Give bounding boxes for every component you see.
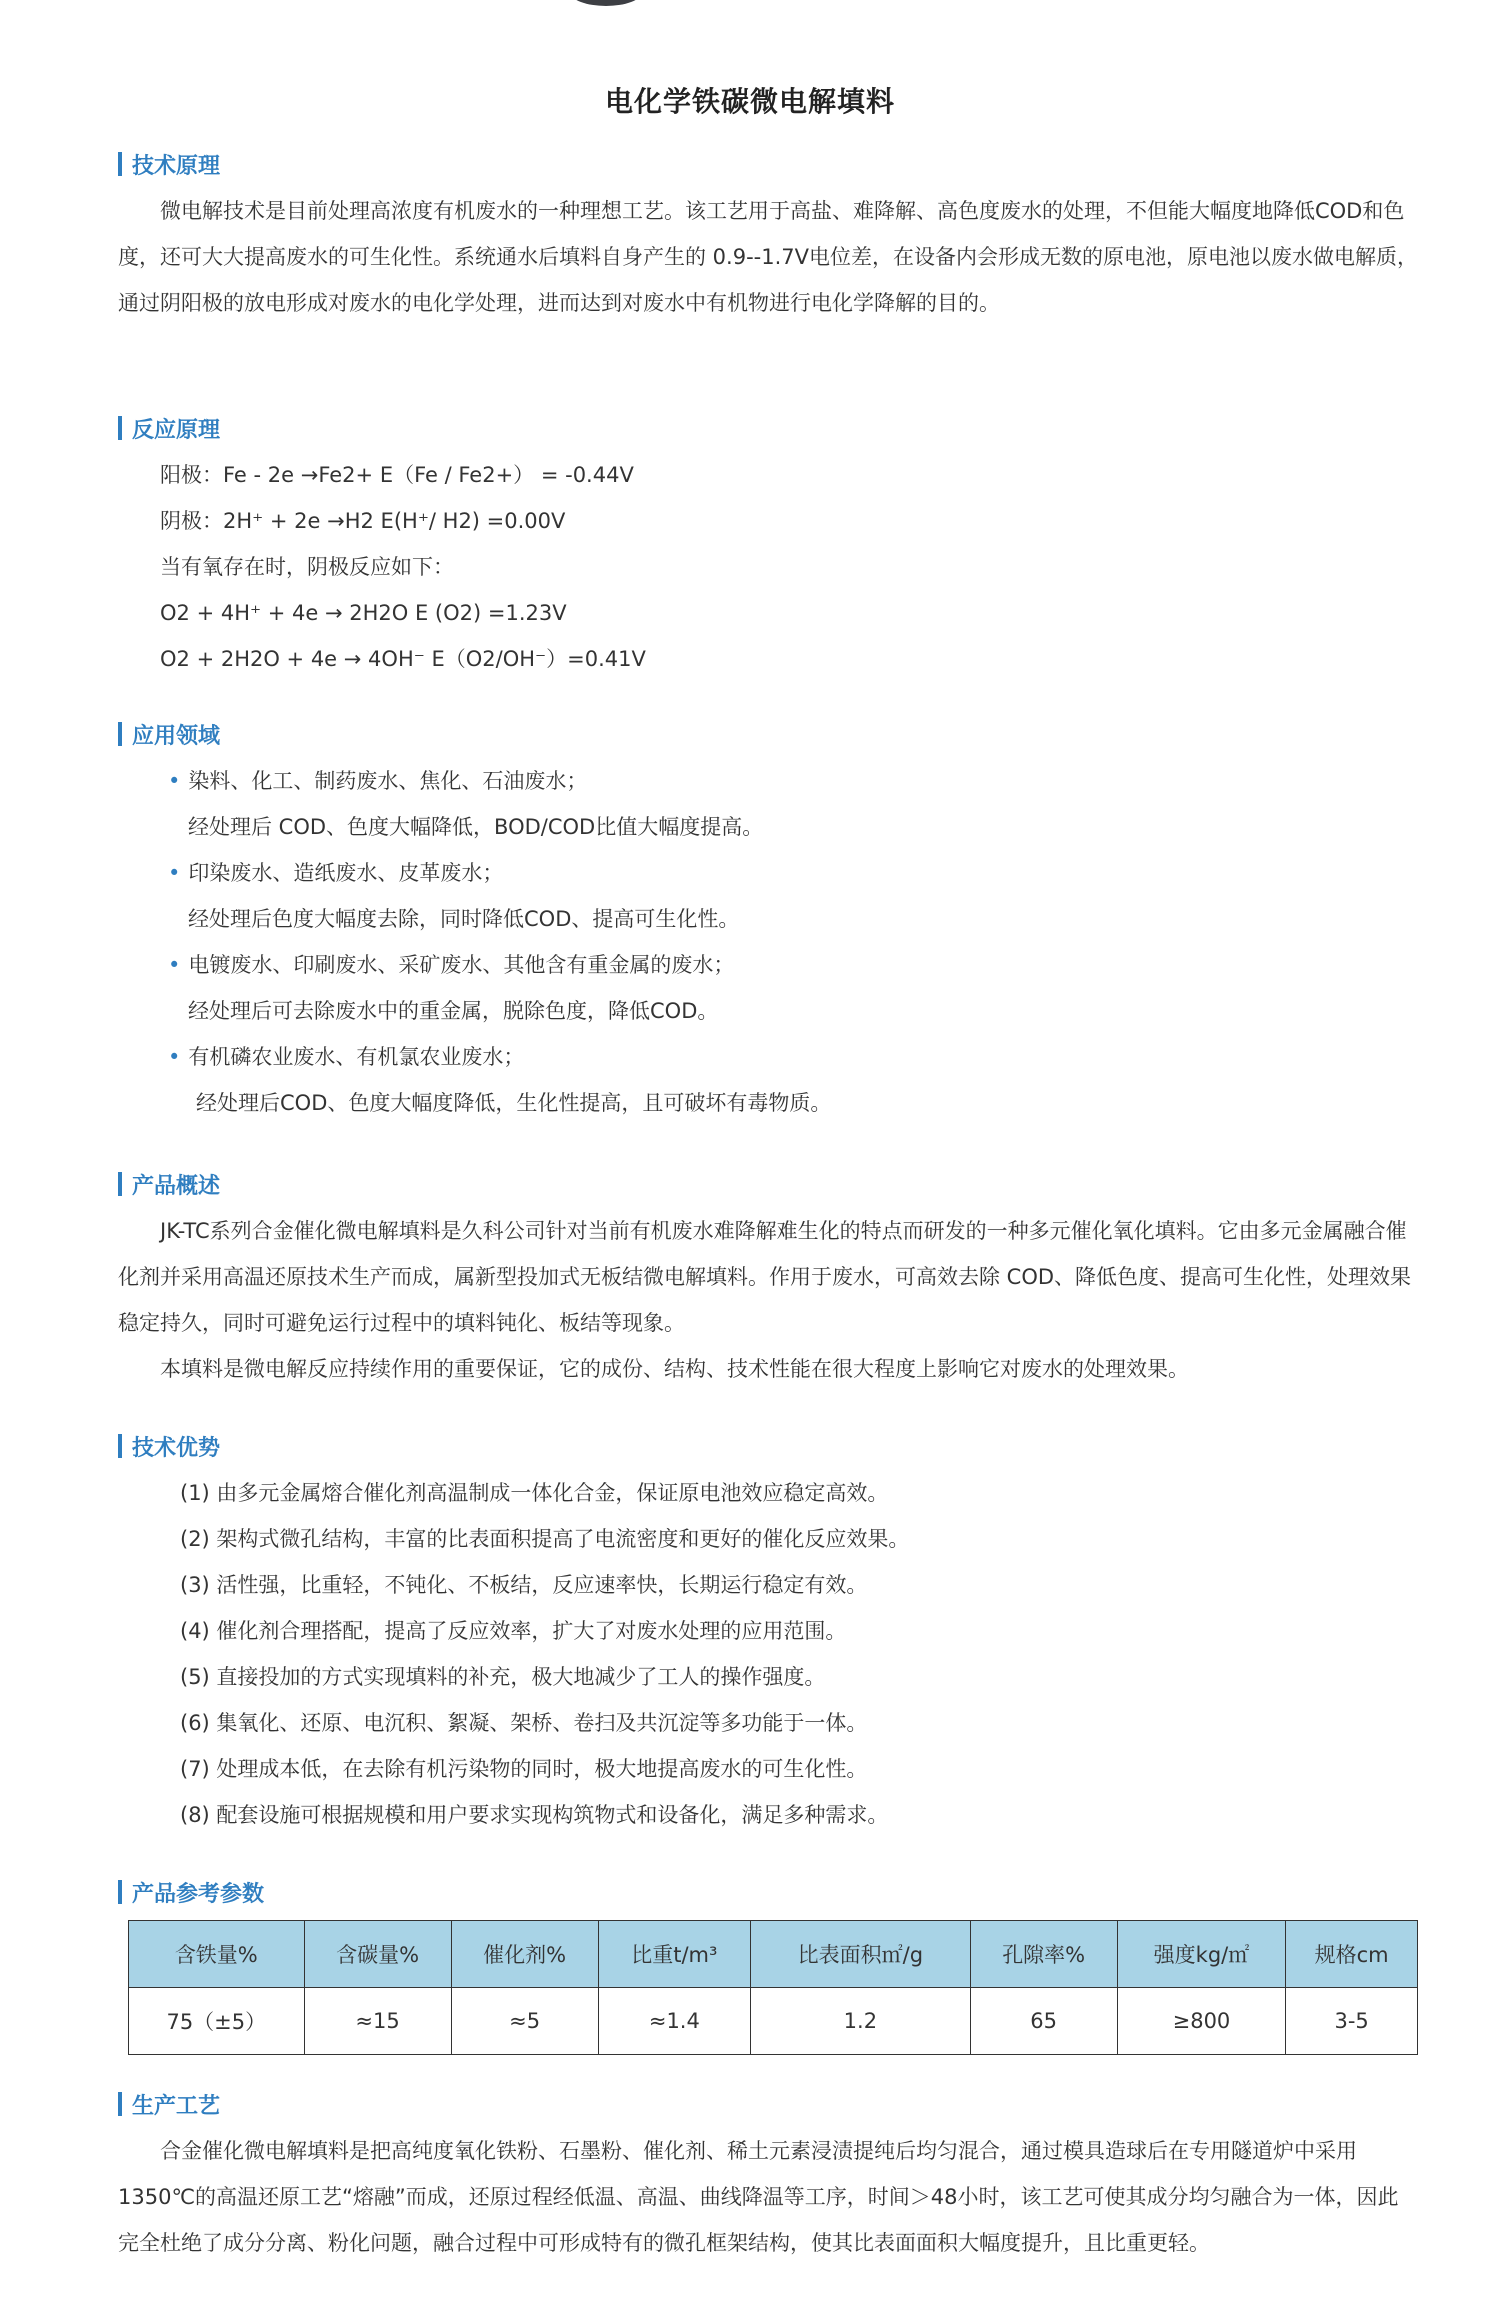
heading-bar bbox=[118, 1434, 122, 1458]
application-item-desc: 经处理后COD、色度大幅度降低，生化性提高，且可破坏有毒物质。 bbox=[196, 1091, 832, 1115]
table-cell: ≈5 bbox=[451, 1988, 598, 2055]
advantage-item: (3) 活性强，比重轻，不钝化、不板结，反应速率快，长期运行稳定有效。 bbox=[180, 1573, 868, 1597]
heading-bar bbox=[118, 1880, 122, 1904]
section-heading bbox=[118, 2086, 1418, 2122]
page-title: 电化学铁碳微电解填料 bbox=[604, 85, 895, 118]
application-item-title: 印染废水、造纸废水、皮革废水； bbox=[188, 861, 504, 885]
table-row bbox=[129, 1988, 1418, 2055]
application-item-title: 染料、化工、制药废水、焦化、石油废水； bbox=[188, 769, 588, 793]
overview-paragraph: 本填料是微电解反应持续作用的重要保证，它的成份、结构、技术性能在很大程度上影响它对废水的处理效果。 bbox=[160, 1357, 1189, 1381]
overview-paragraph: JK-TC系列合金催化微电解填料是久科公司针对当前有机废水难降解难生化的特点而研发的一种多元催化氧化填料。它由多元金属融合催化剂并采用高温还原技术生产而成，属新型投加式无板结微电解填料。作用于废水，可高效去除 COD、降低色度、提高可生化性，处理效果稳定持久，同时可避免运行过程中的填料钝化、板结等现象。 bbox=[118, 1219, 1412, 1335]
application-item bbox=[118, 758, 1418, 804]
application-item-desc: 经处理后色度大幅度去除，同时降低COD、提高可生化性。 bbox=[188, 907, 740, 931]
table-header-cell: 催化剂% bbox=[451, 1921, 598, 1988]
heading-text: 反应原理 bbox=[132, 417, 221, 443]
table-header-cell: 孔隙率% bbox=[970, 1921, 1117, 1988]
reaction-line: O2 + 2H2O + 4e → 4OH⁻ E（O2/OH⁻）=0.41V bbox=[160, 647, 646, 671]
bullet-icon: • bbox=[168, 953, 181, 977]
advantage-item: (4) 催化剂合理搭配，提高了反应效率，扩大了对废水处理的应用范围。 bbox=[180, 1619, 847, 1643]
heading-bar bbox=[118, 722, 122, 746]
table-cell: ≈15 bbox=[304, 1988, 451, 2055]
table-header-cell: 规格cm bbox=[1286, 1921, 1418, 1988]
table-cell: 3-5 bbox=[1286, 1988, 1418, 2055]
section-heading bbox=[118, 1874, 1418, 1910]
heading-text: 产品参考参数 bbox=[132, 1881, 265, 1907]
table-cell: 65 bbox=[970, 1988, 1117, 2055]
section-heading bbox=[118, 1166, 1418, 1202]
section-advantages bbox=[118, 1428, 1418, 1838]
heading-bar bbox=[118, 1172, 122, 1196]
advantage-item: (6) 集氧化、还原、电沉积、絮凝、架桥、卷扫及共沉淀等多功能于一体。 bbox=[180, 1711, 868, 1735]
section-heading bbox=[118, 146, 1418, 182]
application-item-desc: 经处理后可去除废水中的重金属，脱除色度，降低COD。 bbox=[188, 999, 719, 1023]
table-cell: 75（±5） bbox=[129, 1988, 305, 2055]
heading-bar bbox=[118, 2092, 122, 2116]
table-header-cell: 比表面积㎡/g bbox=[751, 1921, 971, 1988]
advantage-item: (2) 架构式微孔结构，丰富的比表面积提高了电流密度和更好的催化反应效果。 bbox=[180, 1527, 910, 1551]
reaction-line: 当有氧存在时，阴极反应如下： bbox=[160, 555, 454, 579]
reaction-line: 阳极：Fe - 2e →Fe2+ E（Fe / Fe2+） = -0.44V bbox=[160, 463, 634, 487]
reaction-lines bbox=[118, 452, 1418, 682]
bullet-icon: • bbox=[168, 1045, 181, 1069]
application-item bbox=[118, 1034, 1418, 1080]
section-heading bbox=[118, 1428, 1418, 1464]
bullet-icon: • bbox=[168, 861, 181, 885]
params-table bbox=[128, 1920, 1418, 2055]
table-header-row bbox=[129, 1921, 1418, 1988]
bullet-icon: • bbox=[168, 769, 181, 793]
table-header-cell: 含碳量% bbox=[304, 1921, 451, 1988]
reaction-line: O2 + 4H⁺ + 4e → 2H2O E (O2) =1.23V bbox=[160, 601, 567, 625]
principle-paragraph: 微电解技术是目前处理高浓度有机废水的一种理想工艺。该工艺用于高盐、难降解、高色度废水的处理，不但能大幅度地降低COD和色度，还可大大提高废水的可生化性。系统通水后填料自身产生的 0.9--1.7V电位差，在设备内会形成无数的原电池，原电池以废水做电解质，通过阴阳极的放电形成对废水的电化学处理，进而达到对废水中有机物进行电化学降解的目的。 bbox=[118, 199, 1418, 315]
heading-bar bbox=[118, 416, 122, 440]
heading-text: 技术原理 bbox=[132, 153, 221, 179]
advantage-item: (5) 直接投加的方式实现填料的补充，极大地减少了工人的操作强度。 bbox=[180, 1665, 826, 1689]
section-heading bbox=[118, 410, 1418, 446]
table-cell: ≈1.4 bbox=[598, 1988, 751, 2055]
section-heading bbox=[118, 716, 1418, 752]
table-cell: ≥800 bbox=[1117, 1988, 1286, 2055]
section-application bbox=[118, 716, 1418, 1126]
heading-text: 产品概述 bbox=[132, 1173, 221, 1199]
heading-text: 应用领域 bbox=[132, 723, 221, 749]
section-principle bbox=[118, 146, 1418, 326]
table-header-cell: 比重t/m³ bbox=[598, 1921, 751, 1988]
application-item-desc: 经处理后 COD、色度大幅降低，BOD/COD比值大幅度提高。 bbox=[188, 815, 764, 839]
section-params bbox=[118, 1874, 1418, 2055]
advantages-list bbox=[118, 1470, 1418, 1838]
table-cell: 1.2 bbox=[751, 1988, 971, 2055]
advantage-item: (1) 由多元金属熔合催化剂高温制成一体化合金，保证原电池效应稳定高效。 bbox=[180, 1481, 889, 1505]
top-ornament bbox=[570, 0, 642, 6]
section-reaction bbox=[118, 410, 1418, 682]
application-item-title: 电镀废水、印刷废水、采矿废水、其他含有重金属的废水； bbox=[188, 953, 735, 977]
application-item bbox=[118, 850, 1418, 896]
advantage-item: (8) 配套设施可根据规模和用户要求实现构筑物式和设备化，满足多种需求。 bbox=[180, 1803, 889, 1827]
reaction-line: 阴极：2H⁺ + 2e →H2 E(H⁺/ H2) =0.00V bbox=[160, 509, 566, 533]
process-paragraph: 合金催化微电解填料是把高纯度氧化铁粉、石墨粉、催化剂、稀土元素浸渍提纯后均匀混合，通过模具造球后在专用隧道炉中采用 1350℃的高温还原工艺“熔融”而成，还原过程经低温、高温、曲线降温等工序，时间＞48小时，该工艺可使其成分均匀融合为一体，因此完全杜绝了成分分离、粉化问题，融合过程中可形成特有的微孔框架结构，使其比表面面积大幅度提升，且比重更轻。 bbox=[118, 2139, 1399, 2255]
table-header-cell: 含铁量% bbox=[129, 1921, 305, 1988]
application-item-title: 有机磷农业废水、有机氯农业废水； bbox=[188, 1045, 525, 1069]
section-process bbox=[118, 2086, 1418, 2266]
table-header-cell: 强度kg/㎡ bbox=[1117, 1921, 1286, 1988]
heading-text: 技术优势 bbox=[132, 1435, 221, 1461]
application-list bbox=[118, 758, 1418, 1126]
advantage-item: (7) 处理成本低，在去除有机污染物的同时，极大地提高废水的可生化性。 bbox=[180, 1757, 868, 1781]
heading-text: 生产工艺 bbox=[132, 2093, 221, 2119]
section-overview bbox=[118, 1166, 1418, 1392]
heading-bar bbox=[118, 152, 122, 176]
application-item bbox=[118, 942, 1418, 988]
